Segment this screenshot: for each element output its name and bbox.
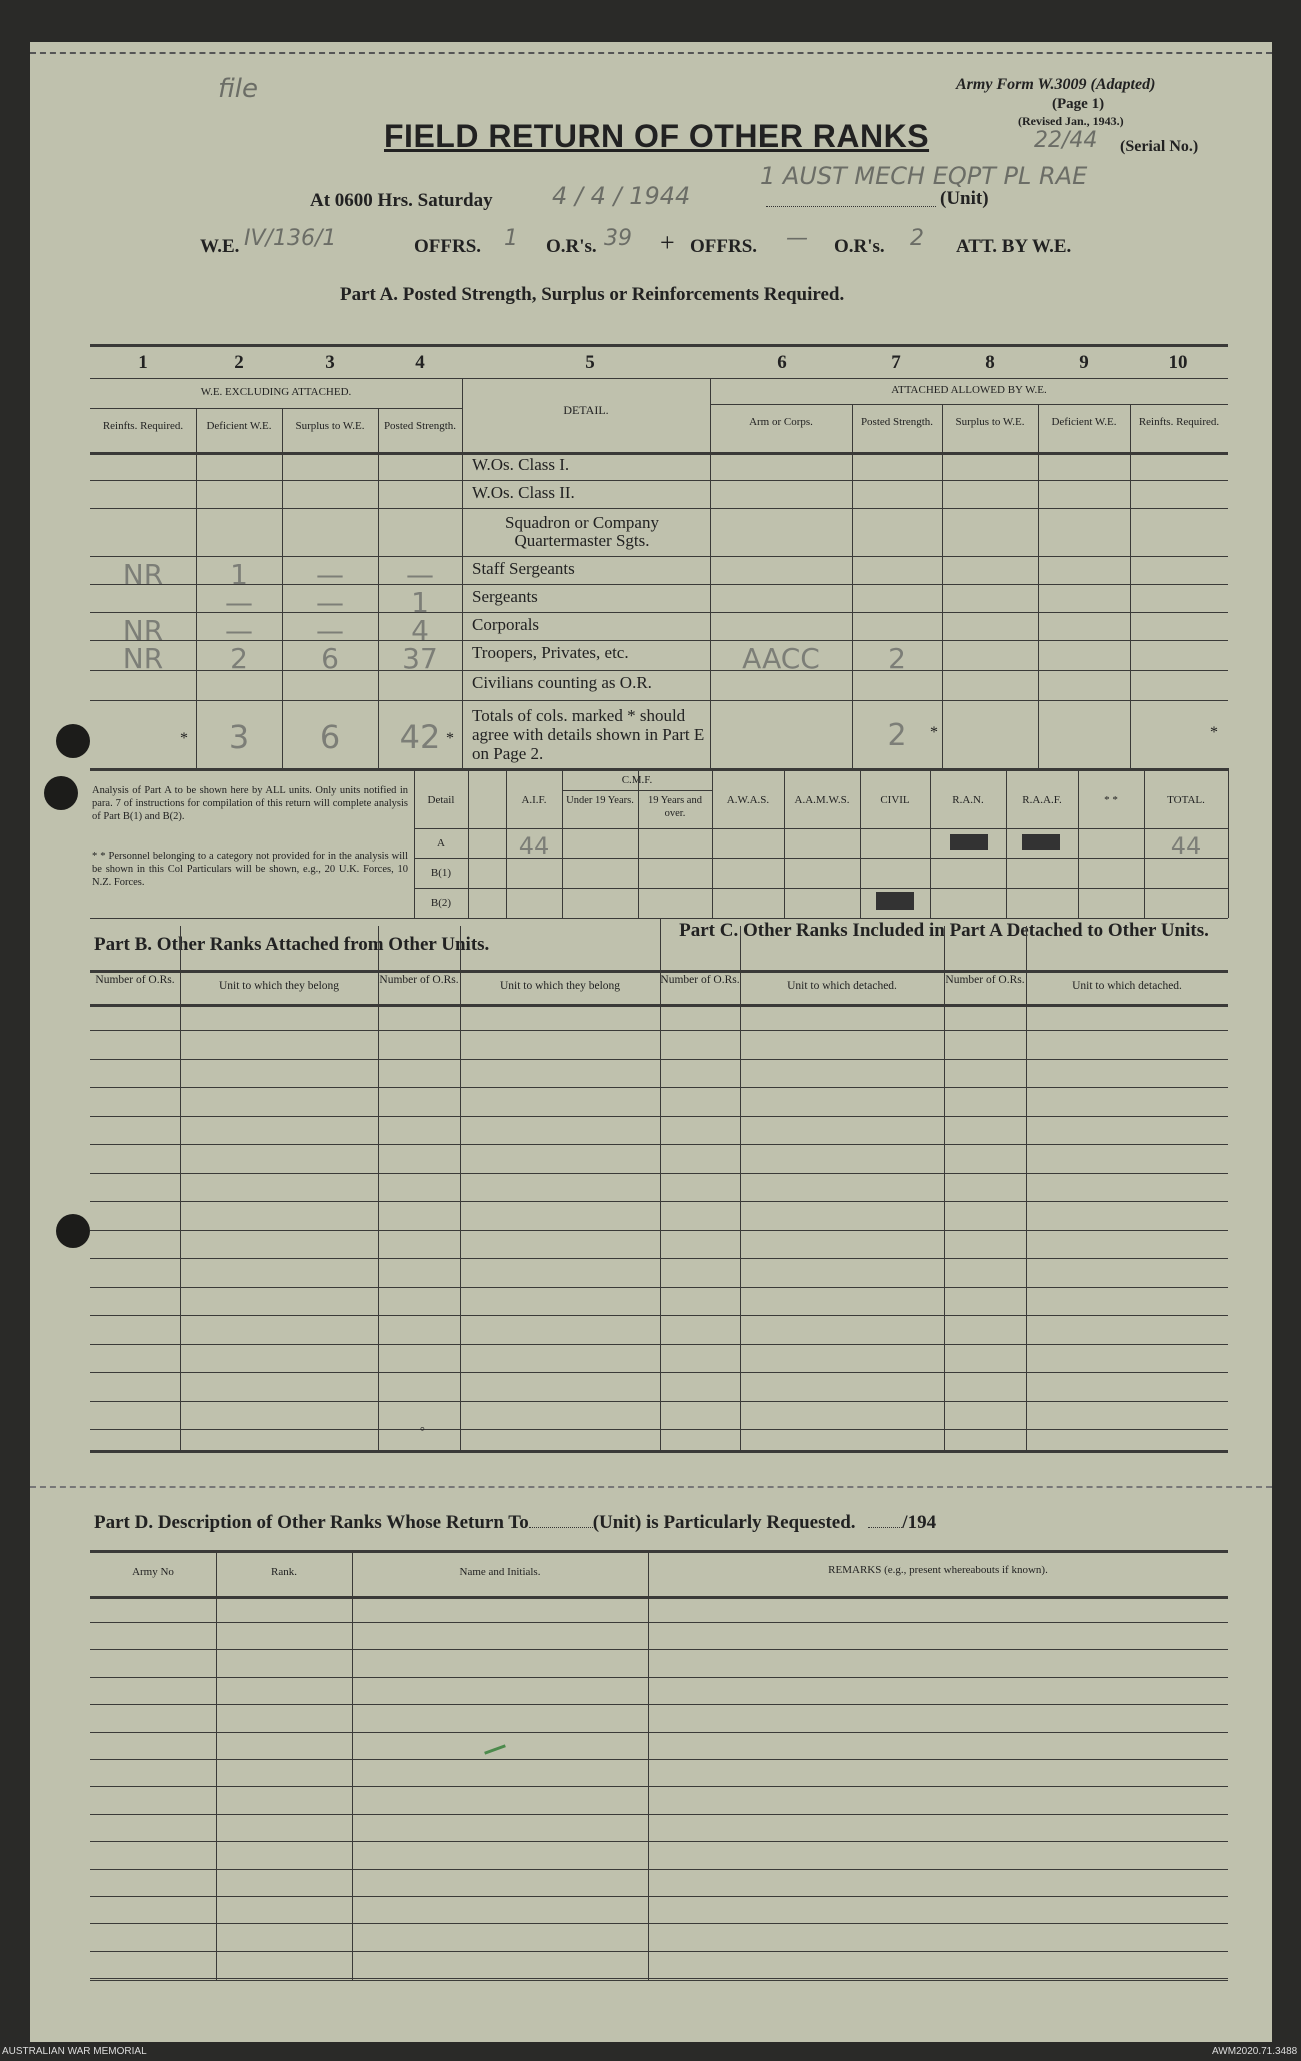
rule-line <box>90 1923 1228 1924</box>
awas-header: A.W.A.S. <box>726 794 770 806</box>
rule-line <box>414 828 1228 829</box>
rule-line <box>90 1230 1228 1231</box>
star-mark: * <box>1210 724 1218 741</box>
handwritten-cell: — <box>406 558 434 591</box>
number-of-ors-header: Number of O.Rs. <box>945 974 1025 986</box>
analysis-note-2: * * Personnel belonging to a category not provided for in the analysis will be shown in this Col Particulars will be shown, e.g., 20 U.K. Forces, 10 N.Z. Forces. <box>92 851 408 888</box>
rule-line <box>216 1550 217 1980</box>
ors2-value: 2 <box>910 226 924 251</box>
rule-line <box>1228 768 1229 918</box>
rule-line <box>942 404 943 768</box>
totals-cell: 42 <box>399 718 441 756</box>
offrs2-value: — <box>786 226 808 251</box>
rule-line <box>1078 768 1079 918</box>
handwritten-cell: 2 <box>888 642 906 675</box>
rule-line <box>90 1814 1228 1815</box>
rule-line <box>414 888 1228 889</box>
analysis-row-label: A <box>437 837 445 849</box>
rule-line <box>562 790 712 791</box>
row-label: Sergeants <box>472 587 538 606</box>
ors-label: O.R's. <box>546 236 597 257</box>
analysis-note-1: Analysis of Part A to be shown here by ALL units. Only units notified in para. 7 of instructions for compilation of this return will complete analysis of Part B(1) and B(2). <box>92 785 408 822</box>
rule-line <box>282 408 283 768</box>
row-label: Squadron or Company Quartermaster Sgts. <box>505 513 659 550</box>
starstar-header: * * <box>1104 794 1118 806</box>
column-header: Surplus to W.E. <box>955 416 1025 428</box>
part-d-dots <box>529 1527 593 1528</box>
ran-header: R.A.N. <box>952 794 984 806</box>
rule-line <box>90 1059 1228 1060</box>
column-header: Posted Strength. <box>860 416 934 428</box>
totals-cell: 6 <box>319 718 341 756</box>
rule-line <box>90 1401 1228 1402</box>
unit-value: 1 AUST MECH EQPT PL RAE <box>760 162 1088 190</box>
rule-line <box>852 404 853 768</box>
handwritten-cell: 2 <box>230 642 248 675</box>
rule-line <box>90 452 1228 455</box>
under19-header: Under 19 Years. <box>566 795 634 806</box>
rule-line <box>90 1116 1228 1117</box>
column-number: 8 <box>985 352 995 373</box>
file-note: file <box>218 74 259 104</box>
unit-header: Unit to which detached. <box>1072 980 1182 992</box>
rule-line <box>90 1951 1228 1952</box>
part-b-title: Part B. Other Ranks Attached from Other Units. <box>94 934 490 955</box>
rule-line <box>90 768 1228 771</box>
rule-line <box>90 508 1228 509</box>
at-hrs-label: At 0600 Hrs. Saturday <box>310 190 493 211</box>
rule-line <box>710 378 711 768</box>
serial-label: (Serial No.) <box>1120 138 1199 155</box>
handwritten-cell: AACC <box>742 642 820 675</box>
detail-col-header: Detail <box>427 794 455 806</box>
rule-line <box>784 768 785 918</box>
handwritten-cell: — <box>225 586 253 619</box>
rule-line <box>90 1677 1228 1678</box>
rule-line <box>90 1649 1228 1650</box>
column-number: 3 <box>325 352 335 373</box>
ors-value: 39 <box>604 226 632 251</box>
handwritten-cell: 1 <box>230 558 248 591</box>
totals-cell: 2 <box>887 718 907 753</box>
date-value: 4 / 4 / 1944 <box>552 182 691 210</box>
part-c-title: Part C. Other Ranks Included in Part A Detached to Other Units. <box>679 920 1209 941</box>
number-of-ors-header: Number of O.Rs. <box>95 974 175 986</box>
analysis-aif-value: 44 <box>518 832 550 860</box>
rule-line <box>90 584 1228 585</box>
plus-sign: + <box>660 228 675 257</box>
handwritten-cell: 4 <box>411 614 429 647</box>
rule-line <box>90 480 1228 481</box>
rule-line <box>90 1980 1228 1981</box>
row-label: Civilians counting as O.R. <box>472 673 652 692</box>
column-header: Deficient W.E. <box>206 420 272 432</box>
column-number: 9 <box>1079 352 1089 373</box>
part-a-title: Part A. Posted Strength, Surplus or Reinforcements Required. <box>340 284 845 305</box>
rank-header: Rank. <box>271 1566 297 1578</box>
rule-line <box>90 1287 1228 1288</box>
rule-line <box>90 344 1228 347</box>
total-header: TOTAL. <box>1167 794 1205 806</box>
rule-line <box>90 1315 1228 1316</box>
we-label: W.E. <box>200 236 240 257</box>
civil-header: CIVIL <box>880 794 910 806</box>
form-page: (Page 1) <box>1052 96 1105 112</box>
unit-dots <box>766 206 936 207</box>
totals-cell: 3 <box>228 718 250 756</box>
handwritten-cell: — <box>225 614 253 647</box>
rule-line <box>90 970 1228 973</box>
handwritten-cell: 1 <box>411 586 429 619</box>
footer-right: AWM2020.71.3488 <box>1212 2046 1298 2057</box>
number-of-ors-header: Number of O.Rs. <box>660 974 740 986</box>
rule-line <box>660 918 661 970</box>
column-header: Reinfts. Required. <box>1138 416 1220 428</box>
over19-header: 19 Years and over. <box>648 795 702 819</box>
rule-line <box>90 1759 1228 1760</box>
handwritten-cell: NR <box>122 558 164 591</box>
column-header: Posted Strength. <box>383 420 457 432</box>
redaction-block <box>950 834 988 850</box>
cmf-header: C.M.F. <box>621 774 653 786</box>
rule-line <box>90 1087 1228 1088</box>
rule-line <box>90 1344 1228 1345</box>
rule-line <box>90 1004 1228 1007</box>
redaction-block <box>1022 834 1060 850</box>
column-number: 6 <box>777 352 787 373</box>
part-d-unit: (Unit) is Particularly Requested. <box>592 1512 856 1533</box>
rule-line <box>352 1550 353 1980</box>
rule-line <box>90 640 1228 641</box>
redaction-block <box>876 892 914 910</box>
analysis-row-label: B(1) <box>430 867 452 879</box>
star-mark: * <box>930 724 938 741</box>
column-header: Surplus to W.E. <box>295 420 365 432</box>
raaf-header: R.A.A.F. <box>1022 794 1062 806</box>
rule-line <box>90 1978 1228 1979</box>
rule-line <box>1006 768 1007 918</box>
punch-hole <box>44 776 78 810</box>
rule-line <box>712 768 713 918</box>
rule-line <box>90 408 462 409</box>
offrs-value: 1 <box>504 226 518 251</box>
rule-line <box>196 408 197 768</box>
analysis-total-value: 44 <box>1170 832 1202 860</box>
punch-hole <box>56 724 90 758</box>
part-d-year: /194 <box>902 1512 937 1533</box>
rule-line <box>90 1144 1228 1145</box>
rule-line <box>90 1732 1228 1733</box>
offrs-label: OFFRS. <box>414 236 482 257</box>
rule-line <box>1038 404 1039 768</box>
handwritten-cell: NR <box>122 642 164 675</box>
rule-line <box>90 1450 1228 1453</box>
detail-header: DETAIL. <box>563 403 609 417</box>
column-number: 2 <box>234 352 244 373</box>
column-header: Reinfts. Required. <box>102 420 184 432</box>
unit-label: (Unit) <box>940 188 989 209</box>
rule-line <box>90 1173 1228 1174</box>
rule-line <box>90 670 1228 671</box>
rule-line <box>90 918 1228 919</box>
part-d-title <box>94 1512 936 1534</box>
part-d-title-text: Part D. Description of Other Ranks Whose Return To <box>94 1512 529 1533</box>
att-by-we: ATT. BY W.E. <box>956 236 1072 257</box>
serial-value: 22/44 <box>1034 128 1098 153</box>
rule-line <box>90 1704 1228 1705</box>
rule-line <box>90 1596 1228 1599</box>
punch-hole <box>56 1214 90 1248</box>
column-number: 4 <box>415 352 425 373</box>
aif-header: A.I.F. <box>521 794 547 806</box>
small-mark: ° <box>420 1424 425 1438</box>
handwritten-cell: — <box>316 614 344 647</box>
form-id: Army Form W.3009 (Adapted) <box>956 76 1156 93</box>
row-label: Troopers, Privates, etc. <box>472 643 629 662</box>
column-number: 10 <box>1168 352 1188 373</box>
army-no-header: Army No <box>132 1566 174 1578</box>
rule-line <box>710 404 1228 405</box>
rule-line <box>90 1896 1228 1897</box>
form-revised: (Revised Jan., 1943.) <box>1018 114 1124 128</box>
totals-label: Totals of cols. marked * should agree with details shown in Part E on Page 2. <box>472 706 705 763</box>
unit-header: Unit to which detached. <box>787 980 897 992</box>
name-header: Name and Initials. <box>459 1566 541 1578</box>
mid-perforation <box>30 1486 1272 1488</box>
column-number: 5 <box>585 352 595 373</box>
rule-line <box>90 1030 1228 1031</box>
analysis-row-label: B(2) <box>430 897 452 909</box>
rule-line <box>90 556 1228 557</box>
rule-line <box>90 1429 1228 1430</box>
star-mark: * <box>446 730 454 747</box>
rule-line <box>378 408 379 768</box>
rule-line <box>462 378 463 768</box>
top-perforation <box>30 52 1272 54</box>
rule-line <box>1130 404 1131 768</box>
row-label: Corporals <box>472 615 540 634</box>
page-title: FIELD RETURN OF OTHER RANKS <box>384 118 930 154</box>
rule-line <box>90 1841 1228 1842</box>
rule-line <box>648 1550 649 1980</box>
rule-line <box>90 1622 1228 1623</box>
rule-line <box>90 1869 1228 1870</box>
rule-line <box>90 1258 1228 1259</box>
row-label: Staff Sergeants <box>472 559 575 578</box>
handwritten-cell: — <box>316 558 344 591</box>
number-of-ors-header: Number of O.Rs. <box>379 974 459 986</box>
row-label: W.Os. Class II. <box>472 483 575 502</box>
column-header: Deficient W.E. <box>1051 416 1117 428</box>
rule-line <box>90 700 1228 701</box>
we-excluding-header: W.E. EXCLUDING ATTACHED. <box>200 386 352 398</box>
rule-line <box>90 1786 1228 1787</box>
rule-line <box>860 768 861 918</box>
part-d-date-dots <box>868 1527 902 1528</box>
rule-line <box>90 612 1228 613</box>
star-mark: * <box>180 730 188 747</box>
column-number: 1 <box>138 352 148 373</box>
handwritten-cell: 6 <box>321 642 339 675</box>
aamws-header: A.A.M.W.S. <box>794 794 850 806</box>
rule-line <box>90 1550 1228 1553</box>
rule-line <box>930 768 931 918</box>
rule-line <box>468 768 469 918</box>
offrs2-label: OFFRS. <box>690 236 758 257</box>
footer-left: AUSTRALIAN WAR MEMORIAL <box>2 2046 147 2057</box>
unit-header: Unit to which they belong <box>499 980 621 992</box>
we-value: IV/136/1 <box>244 226 337 251</box>
handwritten-cell: — <box>316 586 344 619</box>
ors2-label: O.R's. <box>834 236 885 257</box>
rule-line <box>90 1201 1228 1202</box>
column-header: Arm or Corps. <box>749 416 813 428</box>
row-label: W.Os. Class I. <box>472 455 570 474</box>
remarks-header: REMARKS (e.g., present whereabouts if known). <box>828 1564 1048 1576</box>
unit-header: Unit to which they belong <box>218 980 340 992</box>
handwritten-cell: 37 <box>402 642 438 675</box>
rule-line <box>90 1372 1228 1373</box>
column-number: 7 <box>891 352 901 373</box>
handwritten-cell: NR <box>122 614 164 647</box>
attached-allowed-header: ATTACHED ALLOWED BY W.E. <box>891 384 1047 396</box>
rule-line <box>90 378 1228 379</box>
